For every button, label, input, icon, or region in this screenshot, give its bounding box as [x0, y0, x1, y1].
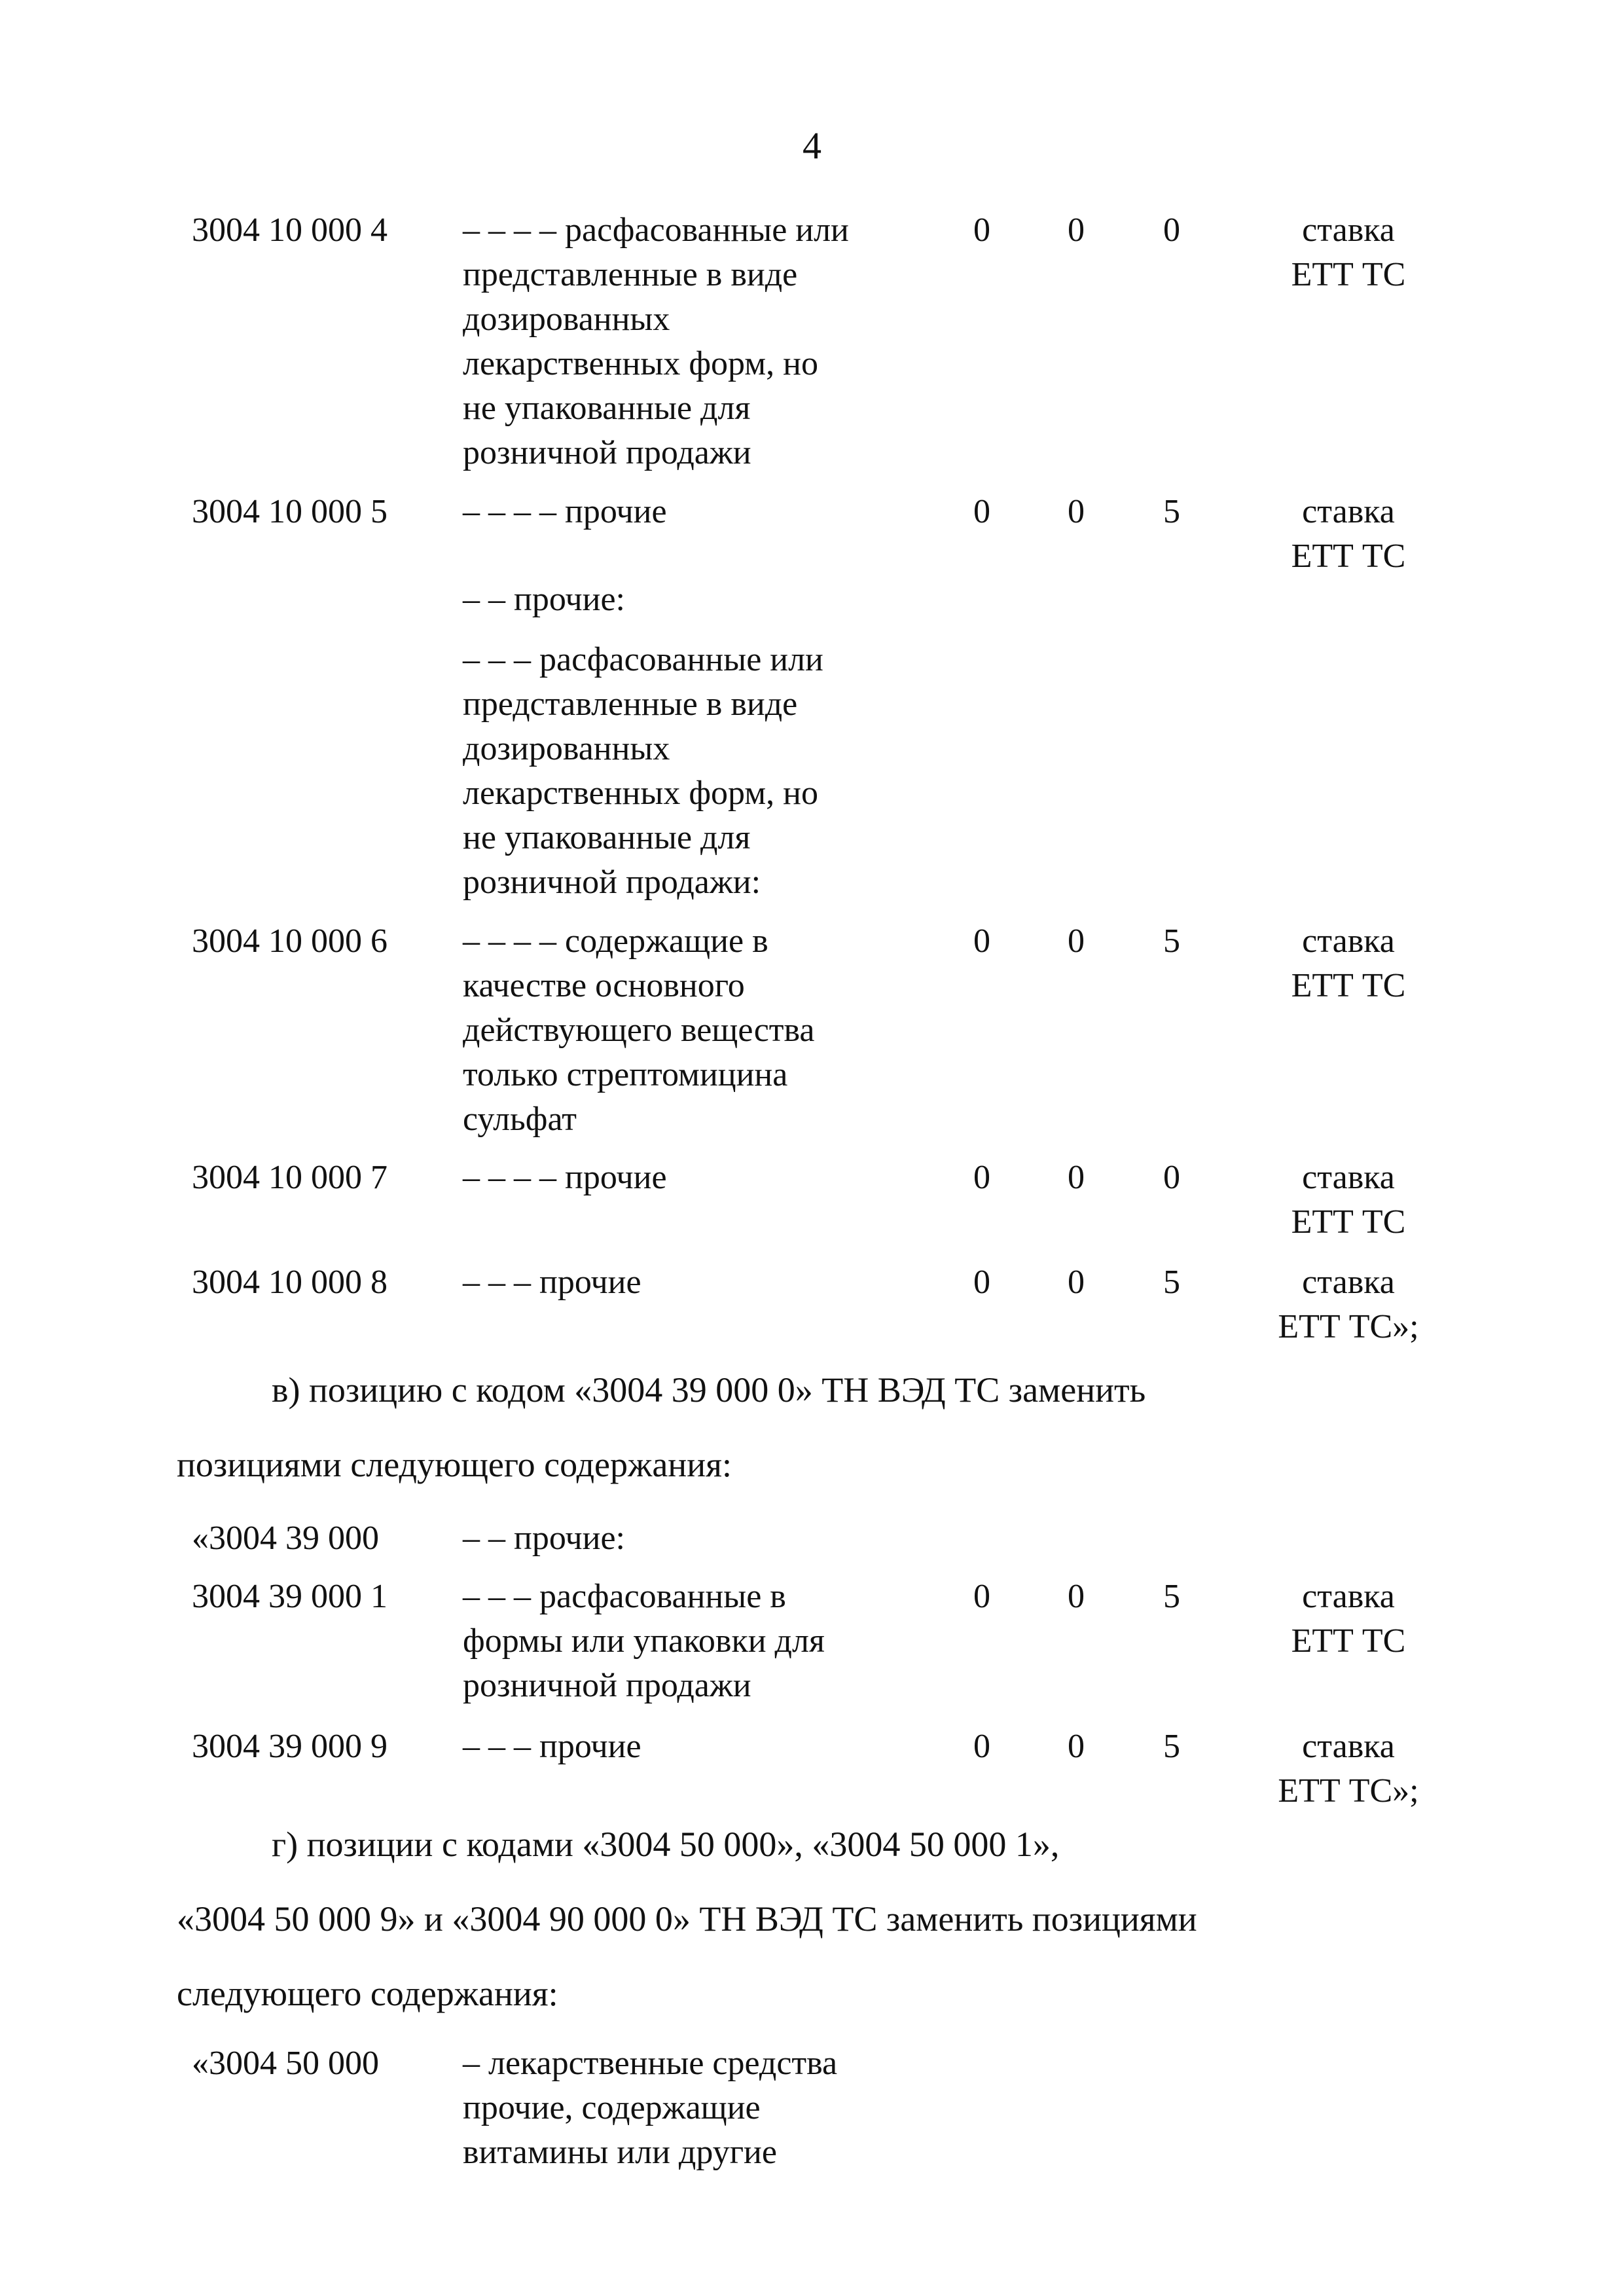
- word: ТС: [832, 1899, 878, 1939]
- description-line: дозированных: [463, 730, 670, 767]
- rate-line: ЕТТ ТС»;: [1278, 1772, 1419, 1810]
- description-line: сульфат: [463, 1101, 577, 1138]
- column-2-value: 0: [1068, 1159, 1085, 1196]
- tariff-description: [463, 1516, 921, 1561]
- word: кодом: [476, 1370, 566, 1410]
- rate-line: ЕТТ ТС: [1291, 967, 1406, 1004]
- column-1-value: 0: [973, 1264, 990, 1301]
- rate-line: ставка: [1302, 1728, 1395, 1765]
- description-line: – – прочие:: [463, 581, 625, 618]
- description-line: – – – – прочие: [463, 493, 667, 530]
- word: позициями: [1032, 1899, 1197, 1939]
- column-2-value: 0: [1068, 211, 1085, 249]
- rate-cell: [1244, 208, 1453, 297]
- description-line: лекарственных форм, но: [463, 774, 818, 812]
- rate-line: ЕТТ ТС»;: [1278, 1308, 1419, 1345]
- rate-line: ЕТТ ТС: [1291, 538, 1406, 575]
- description-line: представленные в виде: [463, 685, 798, 723]
- description-line: – лекарственные средства: [463, 2045, 838, 2082]
- word: ВЭД: [755, 1899, 823, 1939]
- rate-line: ставка: [1302, 493, 1395, 530]
- description-line: представленные в виде: [463, 256, 798, 293]
- tariff-code: 3004 10 000 8: [192, 1264, 388, 1301]
- word: в) позицию: [272, 1370, 443, 1410]
- tariff-description: [463, 490, 921, 534]
- column-3-value: 5: [1163, 1578, 1180, 1615]
- column-1-value: 0: [973, 1159, 990, 1196]
- paragraph-line: следующего содержания:: [177, 1974, 558, 2013]
- column-3-value: 5: [1163, 1728, 1180, 1765]
- word: г) позиции: [272, 1825, 433, 1864]
- tariff-code: «3004 50 000: [192, 2045, 379, 2082]
- tariff-description: [463, 1260, 921, 1305]
- paragraph-line: [177, 1367, 1460, 1413]
- column-1-value: 0: [973, 922, 990, 960]
- column-3-value: 5: [1163, 493, 1180, 530]
- rate-line: ЕТТ ТС: [1291, 1203, 1406, 1241]
- column-1-value: 0: [973, 493, 990, 530]
- description-line: дозированных: [463, 301, 670, 338]
- description-line: – – – – прочие: [463, 1159, 667, 1196]
- column-2-value: 0: [1068, 1728, 1085, 1765]
- paragraph-v: [177, 1367, 1460, 1487]
- description-line: витамины или другие: [463, 2134, 777, 2171]
- column-2-value: 0: [1068, 1264, 1085, 1301]
- description-line: – – прочие:: [463, 1520, 625, 1557]
- column-2-value: 0: [1068, 922, 1085, 960]
- word: «3004 50 000 1»,: [812, 1825, 1060, 1864]
- description-line: только стрептомицина: [463, 1056, 788, 1093]
- rate-line: ставка: [1302, 1264, 1395, 1301]
- tariff-description: [463, 919, 921, 1142]
- rate-line: ЕТТ ТС: [1291, 256, 1406, 293]
- tariff-code: «3004 39 000: [192, 1520, 379, 1557]
- word: заменить: [1008, 1370, 1146, 1410]
- word: с: [451, 1370, 467, 1410]
- column-3-value: 0: [1163, 1159, 1180, 1196]
- tariff-code: 3004 39 000 1: [192, 1578, 388, 1615]
- word: «3004 39 000 0»: [574, 1370, 813, 1410]
- rate-line: ставка: [1302, 1159, 1395, 1196]
- tariff-description: [463, 1724, 921, 1769]
- column-1-value: 0: [973, 1728, 990, 1765]
- tariff-code: 3004 10 000 4: [192, 211, 388, 249]
- rate-line: ставка: [1302, 922, 1395, 960]
- rate-cell: [1244, 490, 1453, 579]
- description-line: лекарственных форм, но: [463, 345, 818, 382]
- tariff-description: [463, 577, 921, 622]
- column-2-value: 0: [1068, 1578, 1085, 1615]
- description-line: не упакованные для: [463, 390, 751, 427]
- word: ТС: [954, 1370, 1000, 1410]
- column-3-value: 0: [1163, 211, 1180, 249]
- column-3-value: 5: [1163, 1264, 1180, 1301]
- rate-cell: [1244, 1260, 1453, 1349]
- rate-cell: [1244, 1156, 1453, 1245]
- column-1-value: 0: [973, 1578, 990, 1615]
- word: ТН: [699, 1899, 747, 1939]
- tariff-description: [463, 638, 921, 905]
- rate-line: ставка: [1302, 1578, 1395, 1615]
- word: и: [424, 1899, 443, 1939]
- description-line: – – – прочие: [463, 1728, 641, 1765]
- description-line: розничной продажи: [463, 434, 751, 471]
- tariff-description: [463, 2041, 921, 2175]
- word: ТН: [821, 1370, 869, 1410]
- page-number: 4: [803, 124, 821, 167]
- column-3-value: 5: [1163, 922, 1180, 960]
- rate-cell: [1244, 919, 1453, 1008]
- paragraph-line: позициями следующего содержания:: [177, 1445, 732, 1484]
- description-line: прочие, содержащие: [463, 2089, 761, 2126]
- word: с: [441, 1825, 458, 1864]
- rate-line: ставка: [1302, 211, 1395, 249]
- tariff-description: [463, 1575, 921, 1708]
- word: заменить: [886, 1899, 1024, 1939]
- description-line: – – – – содержащие в: [463, 922, 768, 960]
- rate-cell: [1244, 1575, 1453, 1664]
- description-line: – – – прочие: [463, 1264, 641, 1301]
- description-line: формы или упаковки для: [463, 1622, 825, 1660]
- description-line: действующего вещества: [463, 1011, 815, 1049]
- paragraph-line: [177, 1821, 1460, 1867]
- description-line: – – – – расфасованные или: [463, 211, 849, 249]
- description-line: розничной продажи:: [463, 864, 761, 901]
- tariff-description: [463, 1156, 921, 1200]
- tariff-code: 3004 10 000 5: [192, 493, 388, 530]
- description-line: розничной продажи: [463, 1667, 751, 1704]
- tariff-code: 3004 39 000 9: [192, 1728, 388, 1765]
- tariff-code: 3004 10 000 7: [192, 1159, 388, 1196]
- paragraph-g: [177, 1821, 1460, 2016]
- description-line: качестве основного: [463, 967, 745, 1004]
- word: «3004 90 000 0»: [452, 1899, 691, 1939]
- tariff-description: [463, 208, 921, 475]
- column-1-value: 0: [973, 211, 990, 249]
- word: ВЭД: [877, 1370, 946, 1410]
- paragraph-line: [177, 1896, 1460, 1942]
- description-line: – – – расфасованные или: [463, 641, 823, 678]
- tariff-code: 3004 10 000 6: [192, 922, 388, 960]
- rate-cell: [1244, 1724, 1453, 1813]
- rate-line: ЕТТ ТС: [1291, 1622, 1406, 1660]
- description-line: не упакованные для: [463, 819, 751, 856]
- word: «3004 50 000 9»: [177, 1899, 416, 1939]
- word: кодами: [466, 1825, 573, 1864]
- column-2-value: 0: [1068, 493, 1085, 530]
- description-line: – – – расфасованные в: [463, 1578, 786, 1615]
- word: «3004 50 000»,: [582, 1825, 803, 1864]
